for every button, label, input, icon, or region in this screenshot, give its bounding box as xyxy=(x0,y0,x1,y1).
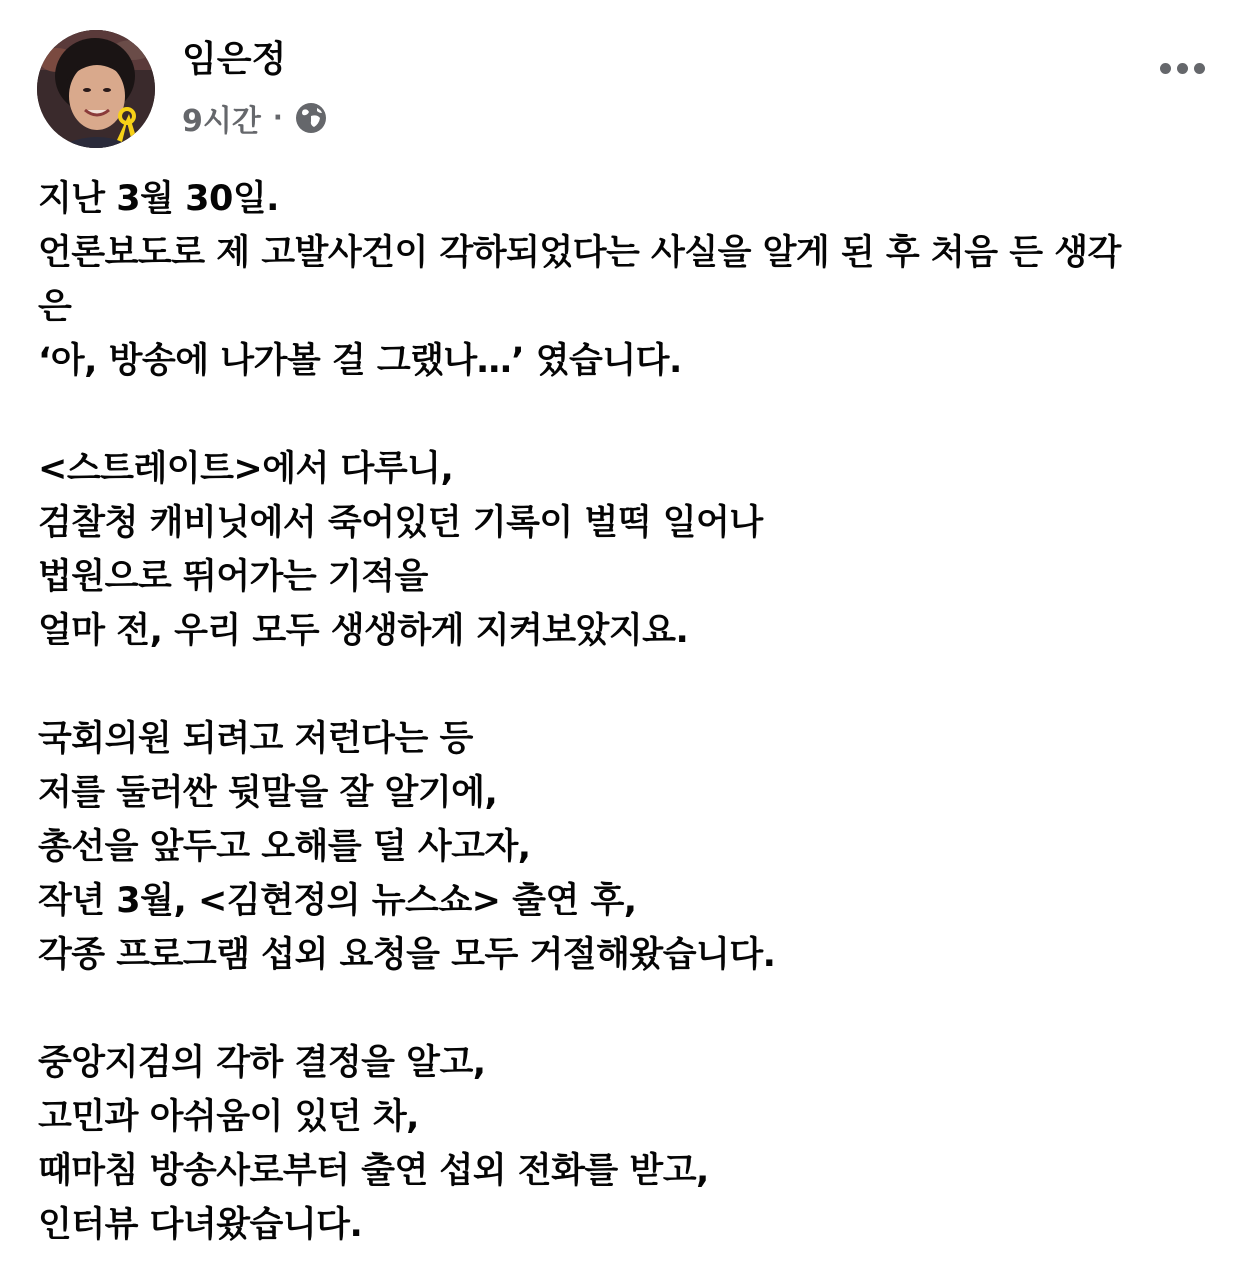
author-name[interactable]: 임은정 xyxy=(182,39,287,80)
more-dot xyxy=(1160,63,1171,74)
post-text-line: 각종 프로그램 섭외 요청을 모두 거절해왔습니다. xyxy=(38,935,776,975)
post-text-line: 총선을 앞두고 오해를 덜 사고자, xyxy=(38,827,531,867)
post-blank-line xyxy=(38,388,1208,442)
more-dot xyxy=(1177,63,1188,74)
post-text-line: 은 xyxy=(38,287,72,327)
meta-separator: · xyxy=(272,103,283,133)
post-text-line: 국회의원 되려고 저런다는 등 xyxy=(38,719,473,759)
post-text-line: 인터뷰 다녀왔습니다. xyxy=(38,1205,363,1245)
post-text-line: <스트레이트>에서 다루니, xyxy=(38,449,454,489)
post-text-line: 중앙지검의 각하 결정을 알고, xyxy=(38,1043,486,1083)
post-text-line: 고민과 아쉬움이 있던 차, xyxy=(38,1097,419,1137)
post-text-line: 작년 3월, <김현정의 뉴스쇼> 출연 후, xyxy=(38,881,637,921)
post-text-line: 검찰청 캐비닛에서 죽어있던 기록이 벌떡 일어나 xyxy=(38,503,763,543)
post-text-line: 얼마 전, 우리 모두 생생하게 지켜보았지요. xyxy=(38,611,689,651)
more-options-icon[interactable] xyxy=(1150,50,1214,86)
post-meta xyxy=(182,98,329,138)
post-text-line: ‘아, 방송에 나가볼 걸 그랬나…’ 였습니다. xyxy=(38,341,682,381)
more-dot xyxy=(1194,63,1205,74)
avatar-photo xyxy=(37,30,155,148)
post-text-line: 저를 둘러싼 뒷말을 잘 알기에, xyxy=(38,773,498,813)
post-blank-line xyxy=(38,658,1208,712)
post-text-line: 법원으로 뛰어가는 기적을 xyxy=(38,557,428,597)
post-body xyxy=(38,172,1208,1252)
post-text-line: 지난 3월 30일. xyxy=(38,179,279,219)
post-text-line: 때마침 방송사로부터 출연 섭외 전화를 받고, xyxy=(38,1151,709,1191)
globe-icon[interactable] xyxy=(293,100,329,136)
post-text-line: 언론보도로 제 고발사건이 각하되었다는 사실을 알게 된 후 처음 든 생각 xyxy=(38,233,1121,273)
post-blank-line xyxy=(38,982,1208,1036)
post-time[interactable]: 9시간 xyxy=(182,104,261,139)
author-avatar[interactable] xyxy=(37,30,155,148)
